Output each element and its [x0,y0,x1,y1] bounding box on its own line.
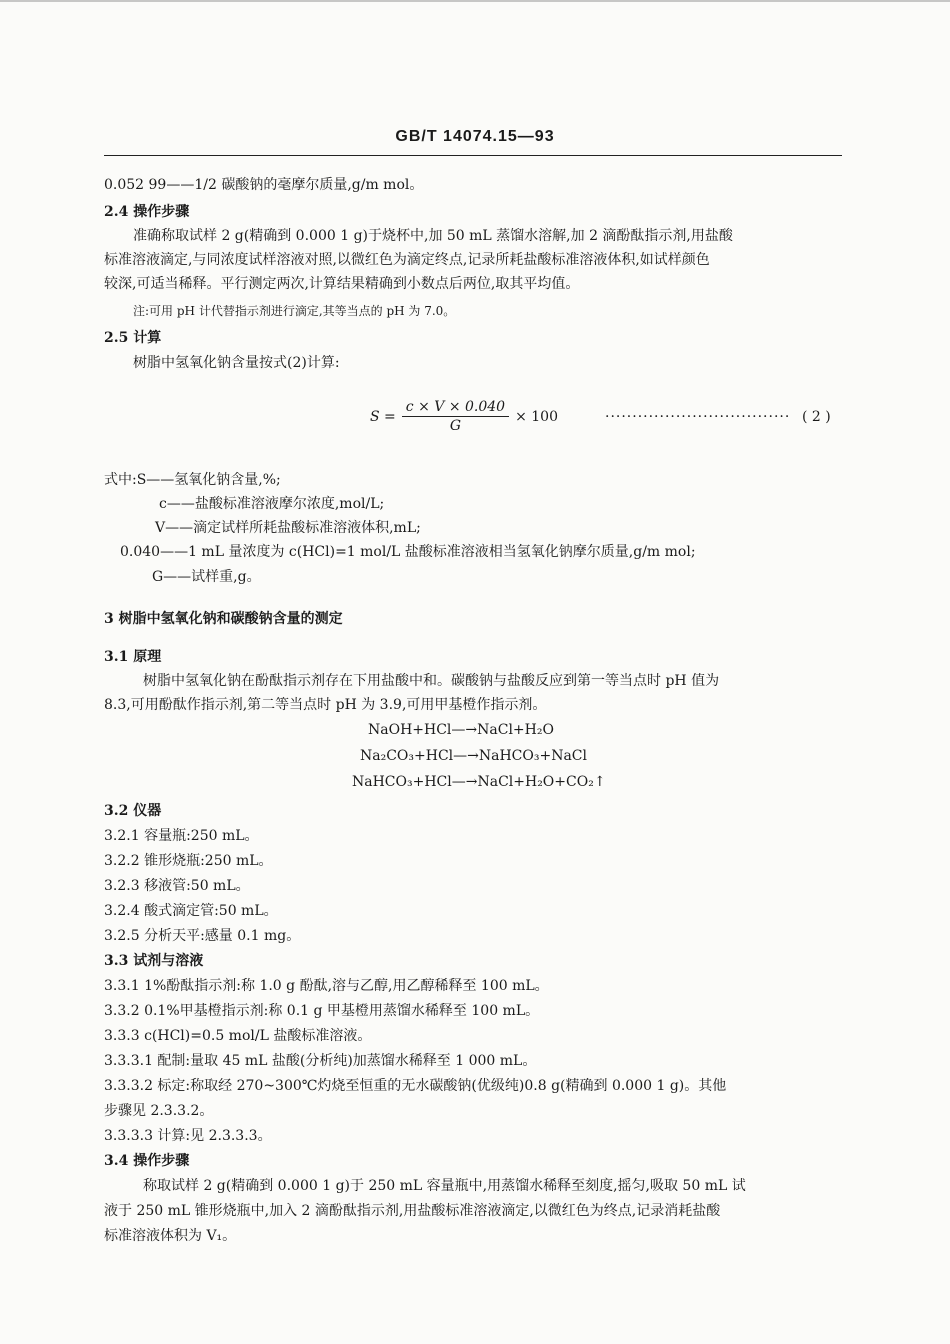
paragraph-line: 称取试样 2 g(精确到 0.000 1 g)于 250 mL 容量瓶中,用蒸馏水稀释至刻度,摇匀,吸取 50 mL 试 [143,1178,746,1194]
section-3-heading: 3 树脂中氢氧化钠和碳酸钠含量的测定 [104,611,343,627]
paragraph-line: 较深,可适当稀释。平行测定两次,计算结果精确到小数点后两位,取其平均值。 [104,276,580,292]
list-item: 3.3.3 c(HCl)=0.5 mol/L 盐酸标准溶液。 [104,1028,372,1044]
paragraph-line: 树脂中氢氧化钠含量按式(2)计算: [133,355,340,371]
paragraph-line: 标准溶液体积为 V₁。 [104,1228,237,1244]
where-item: G——试样重,g。 [152,569,261,585]
where-item: c——盐酸标准溶液摩尔浓度,mol/L; [159,496,385,512]
list-item: 3.2.4 酸式滴定管:50 mL。 [104,903,278,919]
where-item: V——滴定试样所耗盐酸标准溶液体积,mL; [155,520,421,536]
formula-numerator: c × V × 0.040 [402,400,509,417]
list-item: 3.3.3.1 配制:量取 45 mL 盐酸(分析纯)加蒸馏水稀释至 1 000 mL。 [104,1053,537,1069]
formula-multiplier: × 100 [515,408,558,425]
section-2-5-heading: 2.5 计算 [104,330,162,346]
paragraph-line: 标准溶液滴定,与同浓度试样溶液对照,以微红色为滴定终点,记录所耗盐酸标准溶液体积,如试样颜色 [104,252,710,268]
paragraph-line: 液于 250 mL 锥形烧瓶中,加入 2 滴酚酞指示剂,用盐酸标准溶液滴定,以微红色为终点,记录消耗盐酸 [104,1203,721,1219]
standard-number-header: GB/T 14074.15—93 [395,128,555,145]
scan-top-edge [0,0,950,8]
header-rule [104,155,842,156]
reaction-equation: NaHCO₃+HCl—→NaCl+H₂O+CO₂↑ [352,774,606,790]
formula-lhs: S = [370,408,396,425]
reaction-equation: NaOH+HCl—→NaCl+H₂O [368,722,554,738]
formula-denominator: G [449,418,462,434]
section-3-2-heading: 3.2 仪器 [104,803,162,819]
formula-number: ( 2 ) [802,409,831,425]
formula-fraction [402,400,509,433]
paragraph-line: 8.3,可用酚酞作指示剂,第二等当点时 pH 为 3.9,可用甲基橙作指示剂。 [104,697,547,713]
paragraph-line: 准确称取试样 2 g(精确到 0.000 1 g)于烧杯中,加 50 mL 蒸馏水溶解,加 2 滴酚酞指示剂,用盐酸 [133,228,733,244]
section-3-4-heading: 3.4 操作步骤 [104,1153,190,1169]
paragraph-line: 树脂中氢氧化钠在酚酞指示剂存在下用盐酸中和。碳酸钠与盐酸反应到第一等当点时 pH 值为 [143,673,720,689]
list-item: 3.3.3.2 标定:称取经 270~300℃灼烧至恒重的无水碳酸钠(优级纯)0.8 g(精确到 0.000 1 g)。其他 [104,1078,727,1094]
formula-leader-dots: ·································· [605,409,791,425]
where-item: 0.040——1 mL 量浓度为 c(HCl)=1 mol/L 盐酸标准溶液相当氢氧化钠摩尔质量,g/m mol; [120,544,696,560]
note: 注:可用 pH 计代替指示剂进行滴定,其等当点的 pH 为 7.0。 [133,304,456,318]
reaction-equation: Na₂CO₃+HCl—→NaHCO₃+NaCl [360,748,587,764]
list-item: 3.2.5 分析天平:感量 0.1 mg。 [104,928,301,944]
where-clause: 式中:S——氢氧化钠含量,%; [104,472,281,488]
section-2-4-heading: 2.4 操作步骤 [104,204,190,220]
list-item: 3.3.2 0.1%甲基橙指示剂:称 0.1 g 甲基橙用蒸馏水稀释至 100 mL。 [104,1003,540,1019]
formula-2 [370,400,558,433]
section-3-3-heading: 3.3 试剂与溶液 [104,953,204,969]
list-item: 3.2.1 容量瓶:250 mL。 [104,828,259,844]
list-item: 3.2.2 锥形烧瓶:250 mL。 [104,853,273,869]
variable-definition: 0.052 99——1/2 碳酸钠的毫摩尔质量,g/m mol。 [104,177,424,193]
list-item: 3.2.3 移液管:50 mL。 [104,878,250,894]
list-item-continuation: 步骤见 2.3.3.2。 [104,1103,214,1119]
list-item: 3.3.1 1%酚酞指示剂:称 1.0 g 酚酞,溶与乙醇,用乙醇稀释至 100 mL。 [104,978,549,994]
section-3-1-heading: 3.1 原理 [104,649,162,665]
list-item: 3.3.3.3 计算:见 2.3.3.3。 [104,1128,272,1144]
